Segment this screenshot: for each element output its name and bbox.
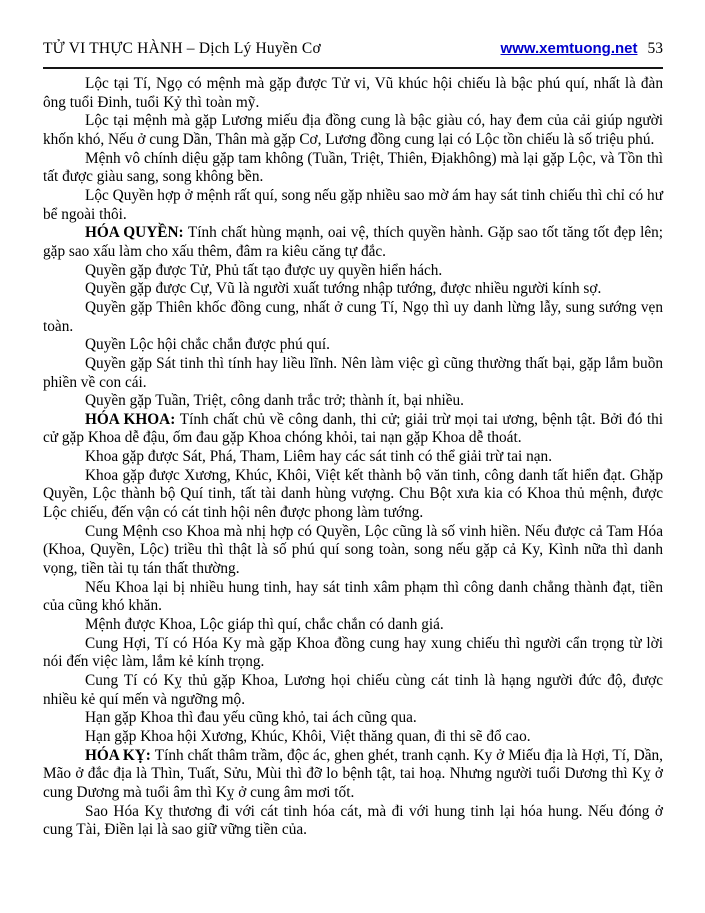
paragraph: [43, 75, 663, 112]
paragraph: [43, 803, 663, 840]
paragraph: [43, 467, 663, 523]
paragraph: [43, 187, 663, 224]
paragraph: [43, 112, 663, 149]
paragraph-lead: HÓA QUYỀN:: [85, 224, 188, 242]
paragraph-text: Cung Hợi, Tí có Hóa Ky mà gặp Khoa đồng cung hay xung chiếu thì người cẩn trọng từ lời nói đến việc làm, lắm kẻ kính trọng.: [43, 634, 663, 671]
paragraph: [43, 747, 663, 803]
paragraph: [43, 635, 663, 672]
paragraph: [43, 448, 663, 467]
header-divider: [43, 67, 663, 69]
paragraph: [43, 579, 663, 616]
paragraph-text: Quyền Lộc hội chắc chắn được phú quí.: [85, 336, 330, 354]
paragraph-text: Khoa gặp được Sát, Phá, Tham, Liêm hay các sát tinh có thể giải trừ tai nạn.: [85, 448, 553, 466]
paragraph-text: Quyền gặp Thiên khốc đồng cung, nhất ở cung Tí, Ngọ thì uy danh lừng lẫy, sung sướng vẹn toàn.: [43, 298, 663, 335]
paragraph: [43, 709, 663, 728]
paragraph-text: Quyền gặp được Cự, Vũ là người xuất tướng nhập tướng, được nhiều người kính sợ.: [85, 280, 602, 298]
paragraph-text: Tính chất thâm trầm, độc ác, ghen ghét, tranh cạnh. Ky ở Miếu địa là Hợi, Tí, Dần, Mão ở đắc địa là Thìn, Tuất, Sửu, Mùi thì đỡ lo bệnh tật, tai hoạ. Nhưng người tuổi Dương thì Kỵ ở cung Dương mà tuổi âm thì Kỵ ở cung âm mơi tốt.: [43, 746, 663, 801]
paragraph-text: Lộc tại Tí, Ngọ có mệnh mà gặp được Tử vi, Vũ khúc hội chiếu là bậc phú quí, nhất là đàn ông tuổi Đinh, tuổi Kỷ thì toàn mỹ.: [43, 75, 663, 111]
paragraph-text: Cung Tí có Kỵ thủ gặp Khoa, Lương họi chiếu cùng cát tinh là hạng người đức độ, được nhiều kẻ quí mến và ngưỡng mộ.: [43, 672, 663, 708]
paragraph-text: Mệnh vô chính diệu gặp tam không (Tuần, Triệt, Thiên, Địakhông) mà lại gặp Lộc, và Tồn thì tất được giàu sang, song không bền.: [43, 149, 663, 186]
paragraph-text: Hạn gặp Khoa hội Xương, Khúc, Khôi, Việt thăng quan, đi thi sẽ đổ cao.: [85, 727, 531, 745]
paragraph-lead: HÓA KỴ:: [85, 746, 155, 764]
paragraph: [43, 336, 663, 355]
paragraph-text: Quyền gặp Sát tinh thì tính hay liều lĩnh. Nên làm việc gì cũng thường thất bại, gặp lắm buồn phiền về con cái.: [43, 354, 663, 391]
paragraph: [43, 523, 663, 579]
paragraph: [43, 672, 663, 709]
paragraph-text: Lộc tại mệnh mà gặp Lương miếu địa đồng cung là bậc giàu có, hay đem của cải giúp người khốn khó, Nếu ở cung Dần, Thân mà gặp Cơ, Lương đồng cung lại có Lộc tồn chiếu là số triệu phú.: [43, 112, 663, 148]
paragraph: [43, 280, 663, 299]
paragraph: [43, 616, 663, 635]
paragraph-lead: HÓA KHOA:: [85, 410, 180, 428]
document-title: TỬ VI THỰC HÀNH – Dịch Lý Huyền Cơ: [43, 40, 321, 57]
paragraph: [43, 392, 663, 411]
paragraph: [43, 299, 663, 336]
paragraph-text: Cung Mệnh cso Khoa mà nhị hợp có Quyền, Lộc cũng là số vinh hiền. Nếu được cả Tam Hóa (Khoa, Quyền, Lộc) triều thì thật là số phú quí song toàn, song nếu gặp cả Ky, Kình nữa thì danh vọng, tiền tài tụ tán thất thường.: [43, 522, 663, 578]
document-body: [43, 75, 663, 840]
page-header: [43, 40, 663, 58]
paragraph-text: Lộc Quyền hợp ở mệnh rất quí, song nếu gặp nhiều sao mờ ám hay sát tinh chiếu thì chỉ có hư bể ngoài thôi.: [43, 186, 663, 223]
page-number: 53: [647, 40, 663, 57]
paragraph: [43, 355, 663, 392]
paragraph: [43, 411, 663, 448]
paragraph-text: Hạn gặp Khoa thì đau yếu cũng khỏ, tai ách cũng qua.: [85, 709, 417, 727]
paragraph-text: Nếu Khoa lại bị nhiều hung tinh, hay sát tinh xâm phạm thì công danh chẳng thành đạt, tiền của cũng khó khăn.: [43, 578, 663, 615]
paragraph-text: Quyền gặp được Tử, Phủ tất tạo được uy quyền hiển hách.: [85, 261, 443, 279]
paragraph: [43, 150, 663, 187]
header-right: [501, 40, 663, 58]
paragraph: [43, 262, 663, 281]
site-link[interactable]: www.xemtuong.net: [500, 40, 638, 57]
paragraph-text: Sao Hóa Kỵ thương đi với cát tinh hóa cát, mà đi với hung tinh lại hóa hung. Nếu đóng ở cung Tài, Điền lại là sao giữ vững tiền của.: [43, 802, 663, 839]
paragraph: [43, 224, 663, 261]
paragraph: [43, 728, 663, 747]
paragraph-text: Tính chất hùng mạnh, oai vệ, thích quyền hành. Gặp sao tốt tăng tốt đẹp lên; gặp sao xấu làm cho xấu thêm, đâm ra kiêu căng tự đắc.: [43, 224, 664, 260]
paragraph-text: Mệnh được Khoa, Lộc giáp thì quí, chắc chắn có danh giá.: [85, 616, 444, 634]
paragraph-text: Quyền gặp Tuần, Triệt, công danh trắc trở; thành ít, bại nhiều.: [85, 392, 464, 410]
paragraph-text: Tính chất chủ về công danh, thi cử; giải trừ mọi tai ương, bệnh tật. Bởi đó thi cử gặp Khoa dễ đậu, ốm đau gặp Khoa chóng khỏi, tai nạn gặp Khoa dễ thoát.: [43, 410, 663, 447]
paragraph-text: Khoa gặp được Xương, Khúc, Khôi, Việt kết thành bộ văn tinh, công danh tất hiển đạt. Ghặp Quyền, Lộc thành bộ Quí tinh, tất tài danh hùng vượng. Chu Bột xưa kia có Khoa thủ mệnh, được Lộc chiếu, đến vận có cát tinh hội nên được phong làm tướng.: [43, 466, 663, 522]
